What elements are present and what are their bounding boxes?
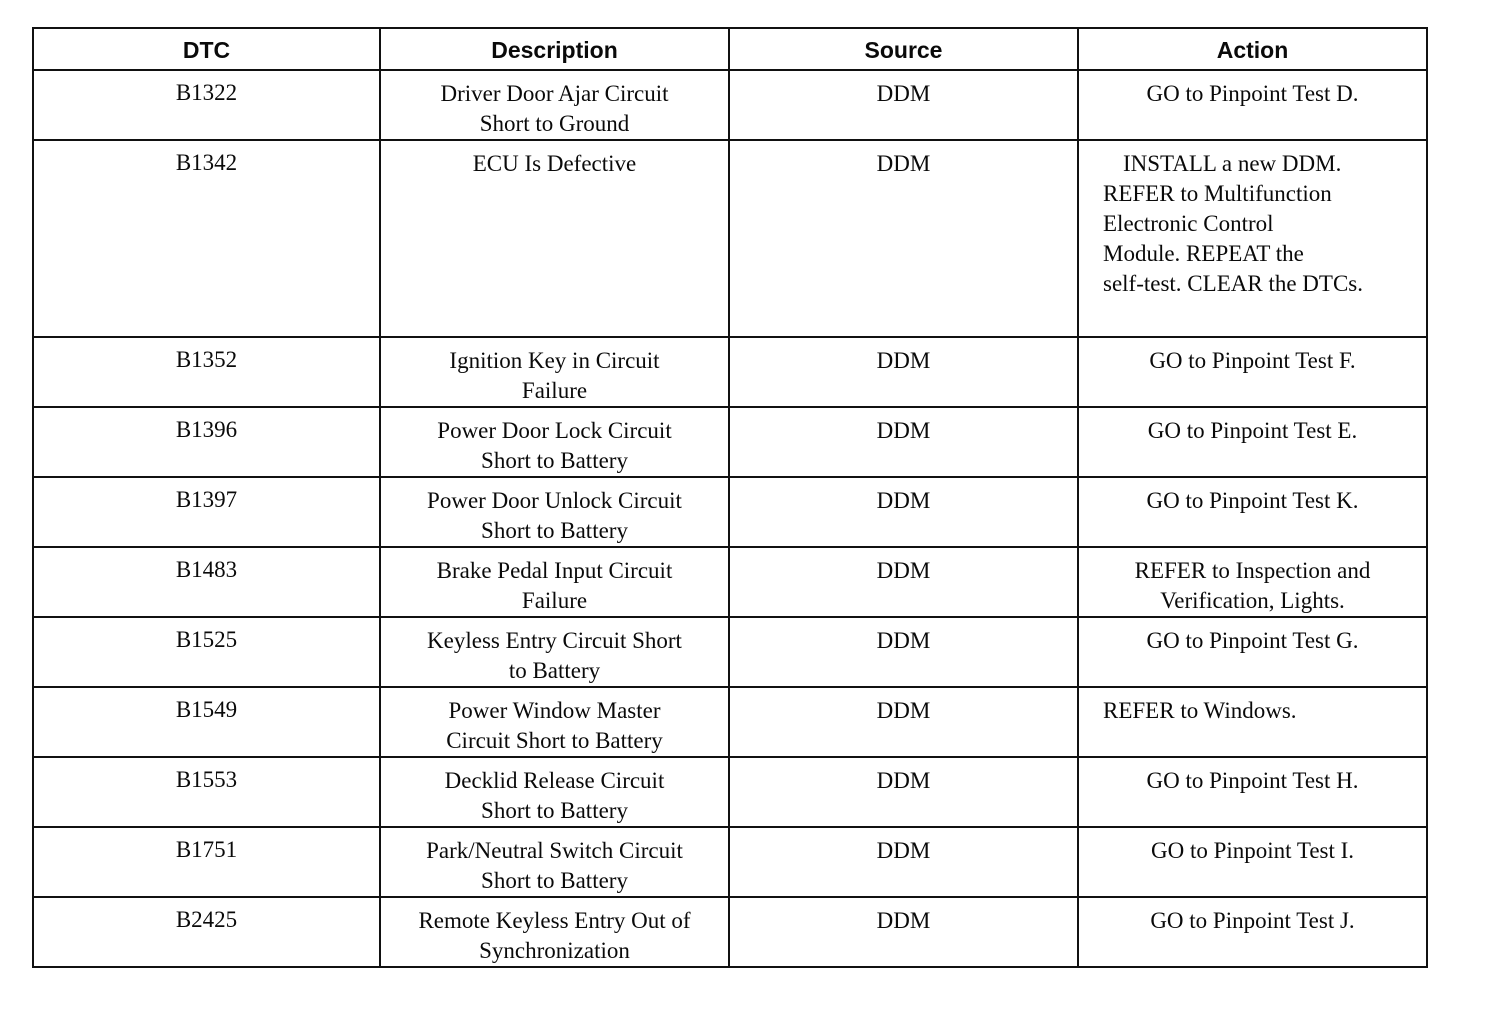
dtc-description bbox=[380, 140, 729, 337]
dtc-description bbox=[380, 477, 729, 547]
dtc-description bbox=[380, 337, 729, 407]
description-line: Power Window Master bbox=[448, 698, 661, 723]
dtc-description bbox=[380, 617, 729, 687]
dtc-source: DDM bbox=[729, 757, 1078, 827]
description-line: Failure bbox=[521, 378, 588, 403]
table-row bbox=[33, 547, 1427, 617]
description-line: Short to Ground bbox=[479, 111, 630, 136]
dtc-source: DDM bbox=[729, 407, 1078, 477]
dtc-action bbox=[1078, 547, 1427, 617]
dtc-description bbox=[380, 407, 729, 477]
dtc-source: DDM bbox=[729, 477, 1078, 547]
description-line: Short to Battery bbox=[481, 518, 628, 543]
dtc-source: DDM bbox=[729, 897, 1078, 967]
description-line: Ignition Key in Circuit bbox=[449, 348, 660, 373]
dtc-source: DDM bbox=[729, 617, 1078, 687]
header-action: Action bbox=[1078, 28, 1427, 70]
action-line: Verification, Lights. bbox=[1160, 588, 1345, 613]
dtc-code: B1751 bbox=[33, 827, 380, 897]
dtc-code: B1322 bbox=[33, 70, 380, 140]
dtc-code: B1549 bbox=[33, 687, 380, 757]
action-line: GO to Pinpoint Test E. bbox=[1147, 418, 1358, 443]
dtc-source: DDM bbox=[729, 140, 1078, 337]
action-line: GO to Pinpoint Test H. bbox=[1146, 768, 1359, 793]
header-description: Description bbox=[380, 28, 729, 70]
action-line: Module. REPEAT the bbox=[1103, 241, 1304, 266]
action-line: self-test. CLEAR the DTCs. bbox=[1103, 271, 1363, 296]
table-row bbox=[33, 897, 1427, 967]
dtc-code: B1396 bbox=[33, 407, 380, 477]
description-line: Circuit Short to Battery bbox=[446, 728, 663, 753]
action-line: GO to Pinpoint Test I. bbox=[1150, 838, 1355, 863]
header-source: Source bbox=[729, 28, 1078, 70]
dtc-action bbox=[1078, 337, 1427, 407]
description-line: to Battery bbox=[508, 658, 601, 683]
dtc-source: DDM bbox=[729, 70, 1078, 140]
table-header bbox=[33, 28, 1427, 70]
description-line: Synchronization bbox=[479, 938, 630, 963]
description-line: Short to Battery bbox=[481, 868, 628, 893]
dtc-table bbox=[32, 27, 1428, 968]
dtc-action bbox=[1078, 407, 1427, 477]
table-row bbox=[33, 70, 1427, 140]
table-row bbox=[33, 337, 1427, 407]
dtc-action bbox=[1078, 70, 1427, 140]
table-row bbox=[33, 140, 1427, 337]
description-line: Keyless Entry Circuit Short bbox=[427, 628, 682, 653]
description-line: ECU Is Defective bbox=[472, 151, 637, 176]
dtc-action bbox=[1078, 757, 1427, 827]
table-row bbox=[33, 617, 1427, 687]
description-line: Brake Pedal Input Circuit bbox=[436, 558, 673, 583]
description-line: Driver Door Ajar Circuit bbox=[440, 81, 669, 106]
dtc-code: B1483 bbox=[33, 547, 380, 617]
action-line: REFER to Windows. bbox=[1103, 698, 1297, 723]
description-line: Decklid Release Circuit bbox=[444, 768, 665, 793]
dtc-description bbox=[380, 547, 729, 617]
action-line: Electronic Control bbox=[1103, 211, 1274, 236]
table-row bbox=[33, 827, 1427, 897]
action-line: GO to Pinpoint Test F. bbox=[1149, 348, 1356, 373]
action-line: GO to Pinpoint Test K. bbox=[1146, 488, 1359, 513]
dtc-code: B1525 bbox=[33, 617, 380, 687]
action-line: GO to Pinpoint Test J. bbox=[1150, 908, 1355, 933]
table-row bbox=[33, 757, 1427, 827]
dtc-description bbox=[380, 70, 729, 140]
dtc-description bbox=[380, 897, 729, 967]
table-row bbox=[33, 407, 1427, 477]
description-line: Park/Neutral Switch Circuit bbox=[426, 838, 683, 863]
dtc-code: B1342 bbox=[33, 140, 380, 337]
table-body bbox=[33, 70, 1427, 967]
dtc-action bbox=[1078, 897, 1427, 967]
action-line: GO to Pinpoint Test G. bbox=[1146, 628, 1359, 653]
dtc-description bbox=[380, 757, 729, 827]
action-line: REFER to Multifunction bbox=[1103, 181, 1332, 206]
dtc-source: DDM bbox=[729, 547, 1078, 617]
dtc-code: B1553 bbox=[33, 757, 380, 827]
action-line: INSTALL a new DDM. bbox=[1123, 151, 1342, 176]
header-row bbox=[33, 28, 1427, 70]
description-line: Power Door Unlock Circuit bbox=[427, 488, 682, 513]
description-line: Remote Keyless Entry Out of bbox=[418, 908, 691, 933]
action-line: REFER to Inspection and bbox=[1134, 558, 1371, 583]
dtc-action bbox=[1078, 477, 1427, 547]
dtc-action bbox=[1078, 617, 1427, 687]
dtc-action bbox=[1078, 827, 1427, 897]
table-row bbox=[33, 687, 1427, 757]
description-line: Power Door Lock Circuit bbox=[437, 418, 672, 443]
dtc-source: DDM bbox=[729, 687, 1078, 757]
dtc-code: B1397 bbox=[33, 477, 380, 547]
description-line: Short to Battery bbox=[481, 448, 628, 473]
description-line: Short to Battery bbox=[481, 798, 628, 823]
description-line: Failure bbox=[521, 588, 588, 613]
dtc-source: DDM bbox=[729, 827, 1078, 897]
dtc-source: DDM bbox=[729, 337, 1078, 407]
dtc-code: B1352 bbox=[33, 337, 380, 407]
action-line: GO to Pinpoint Test D. bbox=[1146, 81, 1359, 106]
dtc-action bbox=[1078, 140, 1427, 337]
dtc-description bbox=[380, 827, 729, 897]
dtc-action bbox=[1078, 687, 1427, 757]
dtc-code: B2425 bbox=[33, 897, 380, 967]
dtc-description bbox=[380, 687, 729, 757]
header-dtc: DTC bbox=[33, 28, 380, 70]
table-row bbox=[33, 477, 1427, 547]
